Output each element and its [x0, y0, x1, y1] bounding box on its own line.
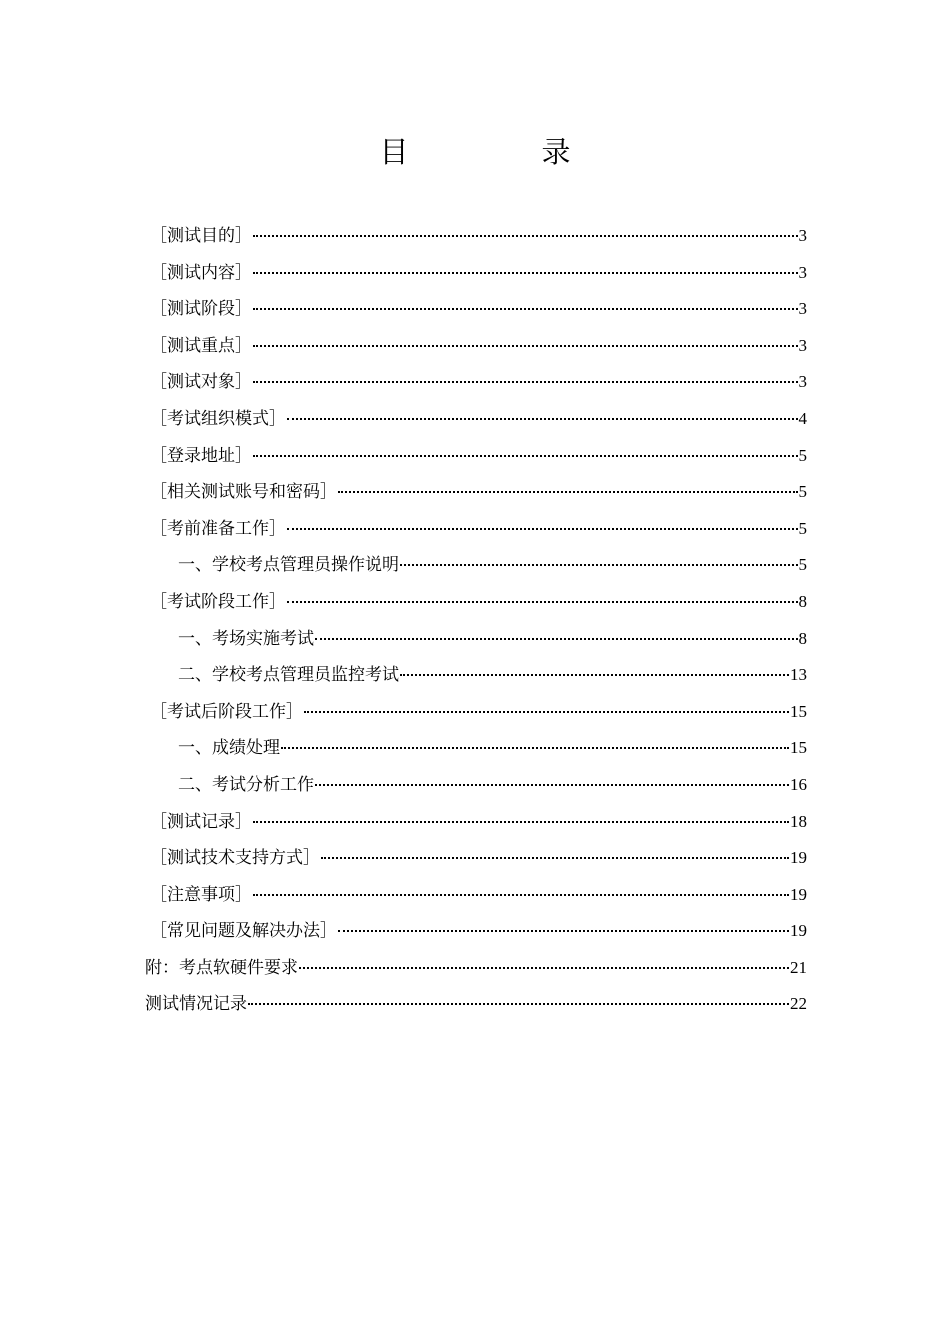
toc-entry[interactable] [145, 328, 807, 365]
toc-entry[interactable] [145, 474, 807, 511]
table-of-contents [145, 218, 807, 1023]
toc-entry-page-number: 16 [790, 774, 807, 794]
toc-entry[interactable] [145, 438, 807, 475]
toc-entry[interactable] [145, 840, 807, 877]
toc-entry-page-number: 4 [798, 408, 807, 428]
toc-entry[interactable] [145, 694, 807, 731]
toc-entry-label: ［测试重点］ [150, 335, 252, 356]
toc-entry-page-number: 19 [790, 884, 807, 904]
toc-leader-dots [304, 709, 789, 713]
toc-entry-page-number: 8 [798, 628, 807, 648]
toc-entry[interactable] [145, 913, 807, 950]
toc-leader-dots [400, 562, 798, 566]
toc-leader-dots [248, 1001, 789, 1005]
toc-entry-label: ［测试内容］ [150, 262, 252, 283]
toc-leader-dots [253, 306, 798, 310]
toc-entry[interactable] [145, 730, 807, 767]
toc-entry[interactable] [145, 621, 807, 658]
toc-entry-page-number: 3 [798, 335, 807, 355]
toc-leader-dots [253, 892, 789, 896]
toc-entry-label: 二、考试分析工作 [178, 774, 314, 795]
toc-leader-dots [338, 489, 798, 493]
toc-entry-page-number: 5 [798, 482, 807, 502]
toc-leader-dots [253, 233, 798, 237]
toc-entry-label: ［登录地址］ [150, 445, 252, 466]
toc-entry[interactable] [145, 986, 807, 1023]
toc-entry-label: ［测试记录］ [150, 811, 252, 832]
toc-entry-label: ［测试阶段］ [150, 299, 252, 320]
toc-entry[interactable] [145, 291, 807, 328]
toc-entry[interactable] [145, 547, 807, 584]
toc-leader-dots [253, 379, 798, 383]
toc-entry-page-number: 5 [798, 445, 807, 465]
toc-entry[interactable] [145, 767, 807, 804]
toc-entry-page-number: 21 [790, 957, 807, 977]
toc-leader-dots [287, 526, 798, 530]
toc-leader-dots [287, 599, 798, 603]
toc-leader-dots [321, 855, 789, 859]
toc-entry-label: 测试情况记录 [145, 994, 247, 1015]
toc-leader-dots [281, 745, 789, 749]
toc-entry-page-number: 5 [798, 555, 807, 575]
toc-entry[interactable] [145, 218, 807, 255]
toc-entry[interactable] [145, 255, 807, 292]
toc-entry-label: ［常见问题及解决办法］ [150, 921, 337, 942]
toc-entry-label: ［测试目的］ [150, 226, 252, 246]
toc-entry-label: ［考试组织模式］ [150, 408, 286, 429]
toc-entry-label: 二、学校考点管理员监控考试 [178, 665, 399, 686]
toc-entry-page-number: 3 [798, 372, 807, 392]
toc-entry-label: 附：考点软硬件要求 [145, 957, 298, 978]
toc-entry[interactable] [145, 584, 807, 621]
toc-leader-dots [315, 782, 789, 786]
toc-entry-label: ［测试技术支持方式］ [150, 848, 320, 869]
toc-entry-page-number: 19 [790, 921, 807, 941]
toc-entry[interactable] [145, 364, 807, 401]
toc-entry-page-number: 18 [790, 811, 807, 831]
toc-entry[interactable] [145, 804, 807, 841]
toc-entry-page-number: 15 [790, 701, 807, 721]
toc-leader-dots [253, 453, 798, 457]
toc-entry-label: 一、成绩处理 [178, 738, 280, 759]
toc-leader-dots [299, 965, 789, 969]
toc-entry-label: ［相关测试账号和密码］ [150, 482, 337, 503]
toc-leader-dots [315, 636, 798, 640]
toc-title: 目 录 [379, 135, 623, 169]
toc-entry-page-number: 22 [790, 994, 807, 1014]
toc-leader-dots [338, 928, 789, 932]
toc-entry-label: ［考试阶段工作］ [150, 591, 286, 612]
toc-entry-label: ［考试后阶段工作］ [150, 701, 303, 722]
toc-leader-dots [400, 672, 789, 676]
toc-entry-label: 一、考场实施考试 [178, 628, 314, 649]
toc-entry-page-number: 3 [798, 262, 807, 282]
toc-entry-page-number: 19 [790, 848, 807, 868]
toc-entry-page-number: 3 [798, 226, 807, 245]
toc-entry-page-number: 13 [790, 665, 807, 685]
toc-entry[interactable] [145, 877, 807, 914]
toc-entry-page-number: 8 [798, 591, 807, 611]
toc-leader-dots [253, 270, 798, 274]
toc-leader-dots [253, 819, 789, 823]
toc-entry-page-number: 5 [798, 518, 807, 538]
toc-entry-page-number: 3 [798, 299, 807, 319]
toc-entry[interactable] [145, 657, 807, 694]
toc-entry-label: ［考前准备工作］ [150, 518, 286, 539]
toc-entry-label: ［注意事项］ [150, 884, 252, 905]
toc-entry[interactable] [145, 401, 807, 438]
toc-entry-label: 一、学校考点管理员操作说明 [178, 555, 399, 576]
toc-entry[interactable] [145, 511, 807, 548]
toc-entry[interactable] [145, 950, 807, 987]
toc-entry-label: ［测试对象］ [150, 372, 252, 393]
toc-entry-page-number: 15 [790, 738, 807, 758]
toc-leader-dots [253, 343, 798, 347]
toc-leader-dots [287, 416, 798, 420]
